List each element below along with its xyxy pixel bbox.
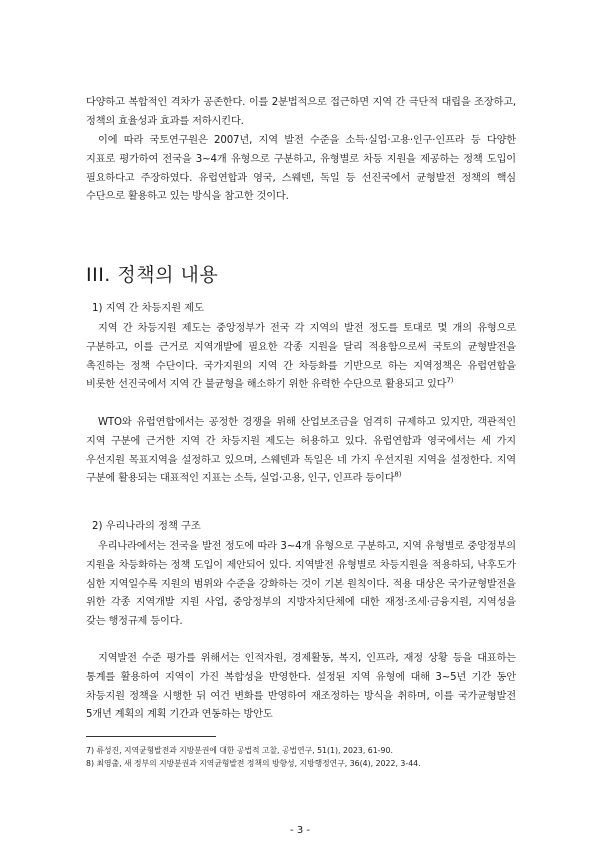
footnote-8: 8) 최영출, 새 정부의 지방분권과 지역균형발전 정책의 방향성, 지방행정연구, 36(4), 2022, 3-44.: [86, 759, 421, 768]
footnote-ref-8: 8): [394, 471, 402, 479]
subsection-1-paragraph-2-text: WTO와 유럽연합에서는 공정한 경쟁을 위해 산업보조금을 엄격히 규제하고 있지만, 객관적인 지역 구분에 근거한 지역 간 차등지원 제도는 허용하고 있다. 유럽연합과 영국에서는 세 가지 우선지원 목표지역을 설정하고 있으며, 스웨덴과 독일은 네 가지 우선지원 지역을 설정한다. 지역 구분에 활용되는 대표적인 지표는 소득, 실업·고용, 인구, 인프라 등이다: [86, 417, 516, 485]
page-number: - 3 -: [290, 825, 310, 836]
footnote-7: 7) 류성진, 지역균형발전과 지방분권에 대한 공법적 고찰, 공법연구, 51(1), 2023, 61-90.: [86, 746, 393, 755]
subsection-heading-2: 2) 우리나라의 정책 구조: [92, 521, 201, 532]
subsection-2-paragraph-2: 지역발전 수준 평가를 위해서는 인적자원, 경제활동, 복지, 인프라, 재정 상황 등을 대표하는 통계를 활용하여 지역이 가진 복합성을 반영한다. 설정된 지역 유형에 대해 3~5년 기간 동안 차등지원 정책을 시행한 뒤 여건 변화를 반영하여 재조정하는 방식을 취하며, 이를 국가균형발전 5개년 계획의 계획 기간과 연동하는 방안도: [86, 653, 516, 721]
footnote-divider: [86, 736, 216, 737]
subsection-1-paragraph-1: [86, 320, 516, 395]
subsection-1-paragraph-1-text: 지역 간 차등지원 제도는 중앙정부가 전국 각 지역의 발전 정도를 토대로 몇 개의 유형으로 구분하고, 이를 근거로 지역개발에 필요한 각종 지원을 달리 적용함으로써 국토의 균형발전을 촉진하는 정책 수단이다. 국가지원의 지역 간 차등화를 기반으로 하는 지역정책은 유럽연합을 비롯한 선진국에서 지역 간 불균형을 해소하기 위한 유력한 수단으로 활용되고 있다: [86, 323, 516, 391]
subsection-2-paragraph-1: 우리나라에서는 전국을 발전 정도에 따라 3~4개 유형으로 구분하고, 지역 유형별로 중앙정부의 지원을 차등화하는 정책 도입이 제안되어 있다. 지역발전 유형별로 차등지원을 적용하되, 낙후도가 심한 지역일수록 지원의 범위와 수준을 강화하는 것이 기본 원칙이다. 적용 대상은 국가균형발전을 위한 각종 지역개발 지원 사업, 중앙정부의 지방자치단체에 대한 재정·조세·금융지원, 지역성을 갖는 행정규제 등이다.: [86, 541, 516, 628]
footnote-ref-7: 7): [446, 377, 454, 385]
intro-paragraph-continued: 다양하고 복합적인 격차가 공존한다. 이를 2분법적으로 접근하면 지역 간 극단적 대립을 조장하고, 정책의 효율성과 효과를 저하시킨다.: [86, 97, 516, 127]
intro-paragraph-krihs: 이에 따라 국토연구원은 2007년, 지역 발전 수준을 소득·실업·고용·인구·인프라 등 다양한 지표로 평가하여 전국을 3~4개 유형으로 구분하고, 유형별로 차등 지원을 제공하는 정책 도입이 필요하다고 주장하였다. 유럽연합과 영국, 스웨덴, 독일 등 선진국에서 균형발전 정책의 핵심 수단으로 활용하고 있는 방식을 참고한 것이다.: [86, 135, 516, 203]
section-title: III. 정책의 내용: [86, 264, 219, 286]
subsection-1-paragraph-2: [86, 414, 516, 489]
subsection-heading-1: 1) 지역 간 차등지원 제도: [92, 303, 204, 314]
